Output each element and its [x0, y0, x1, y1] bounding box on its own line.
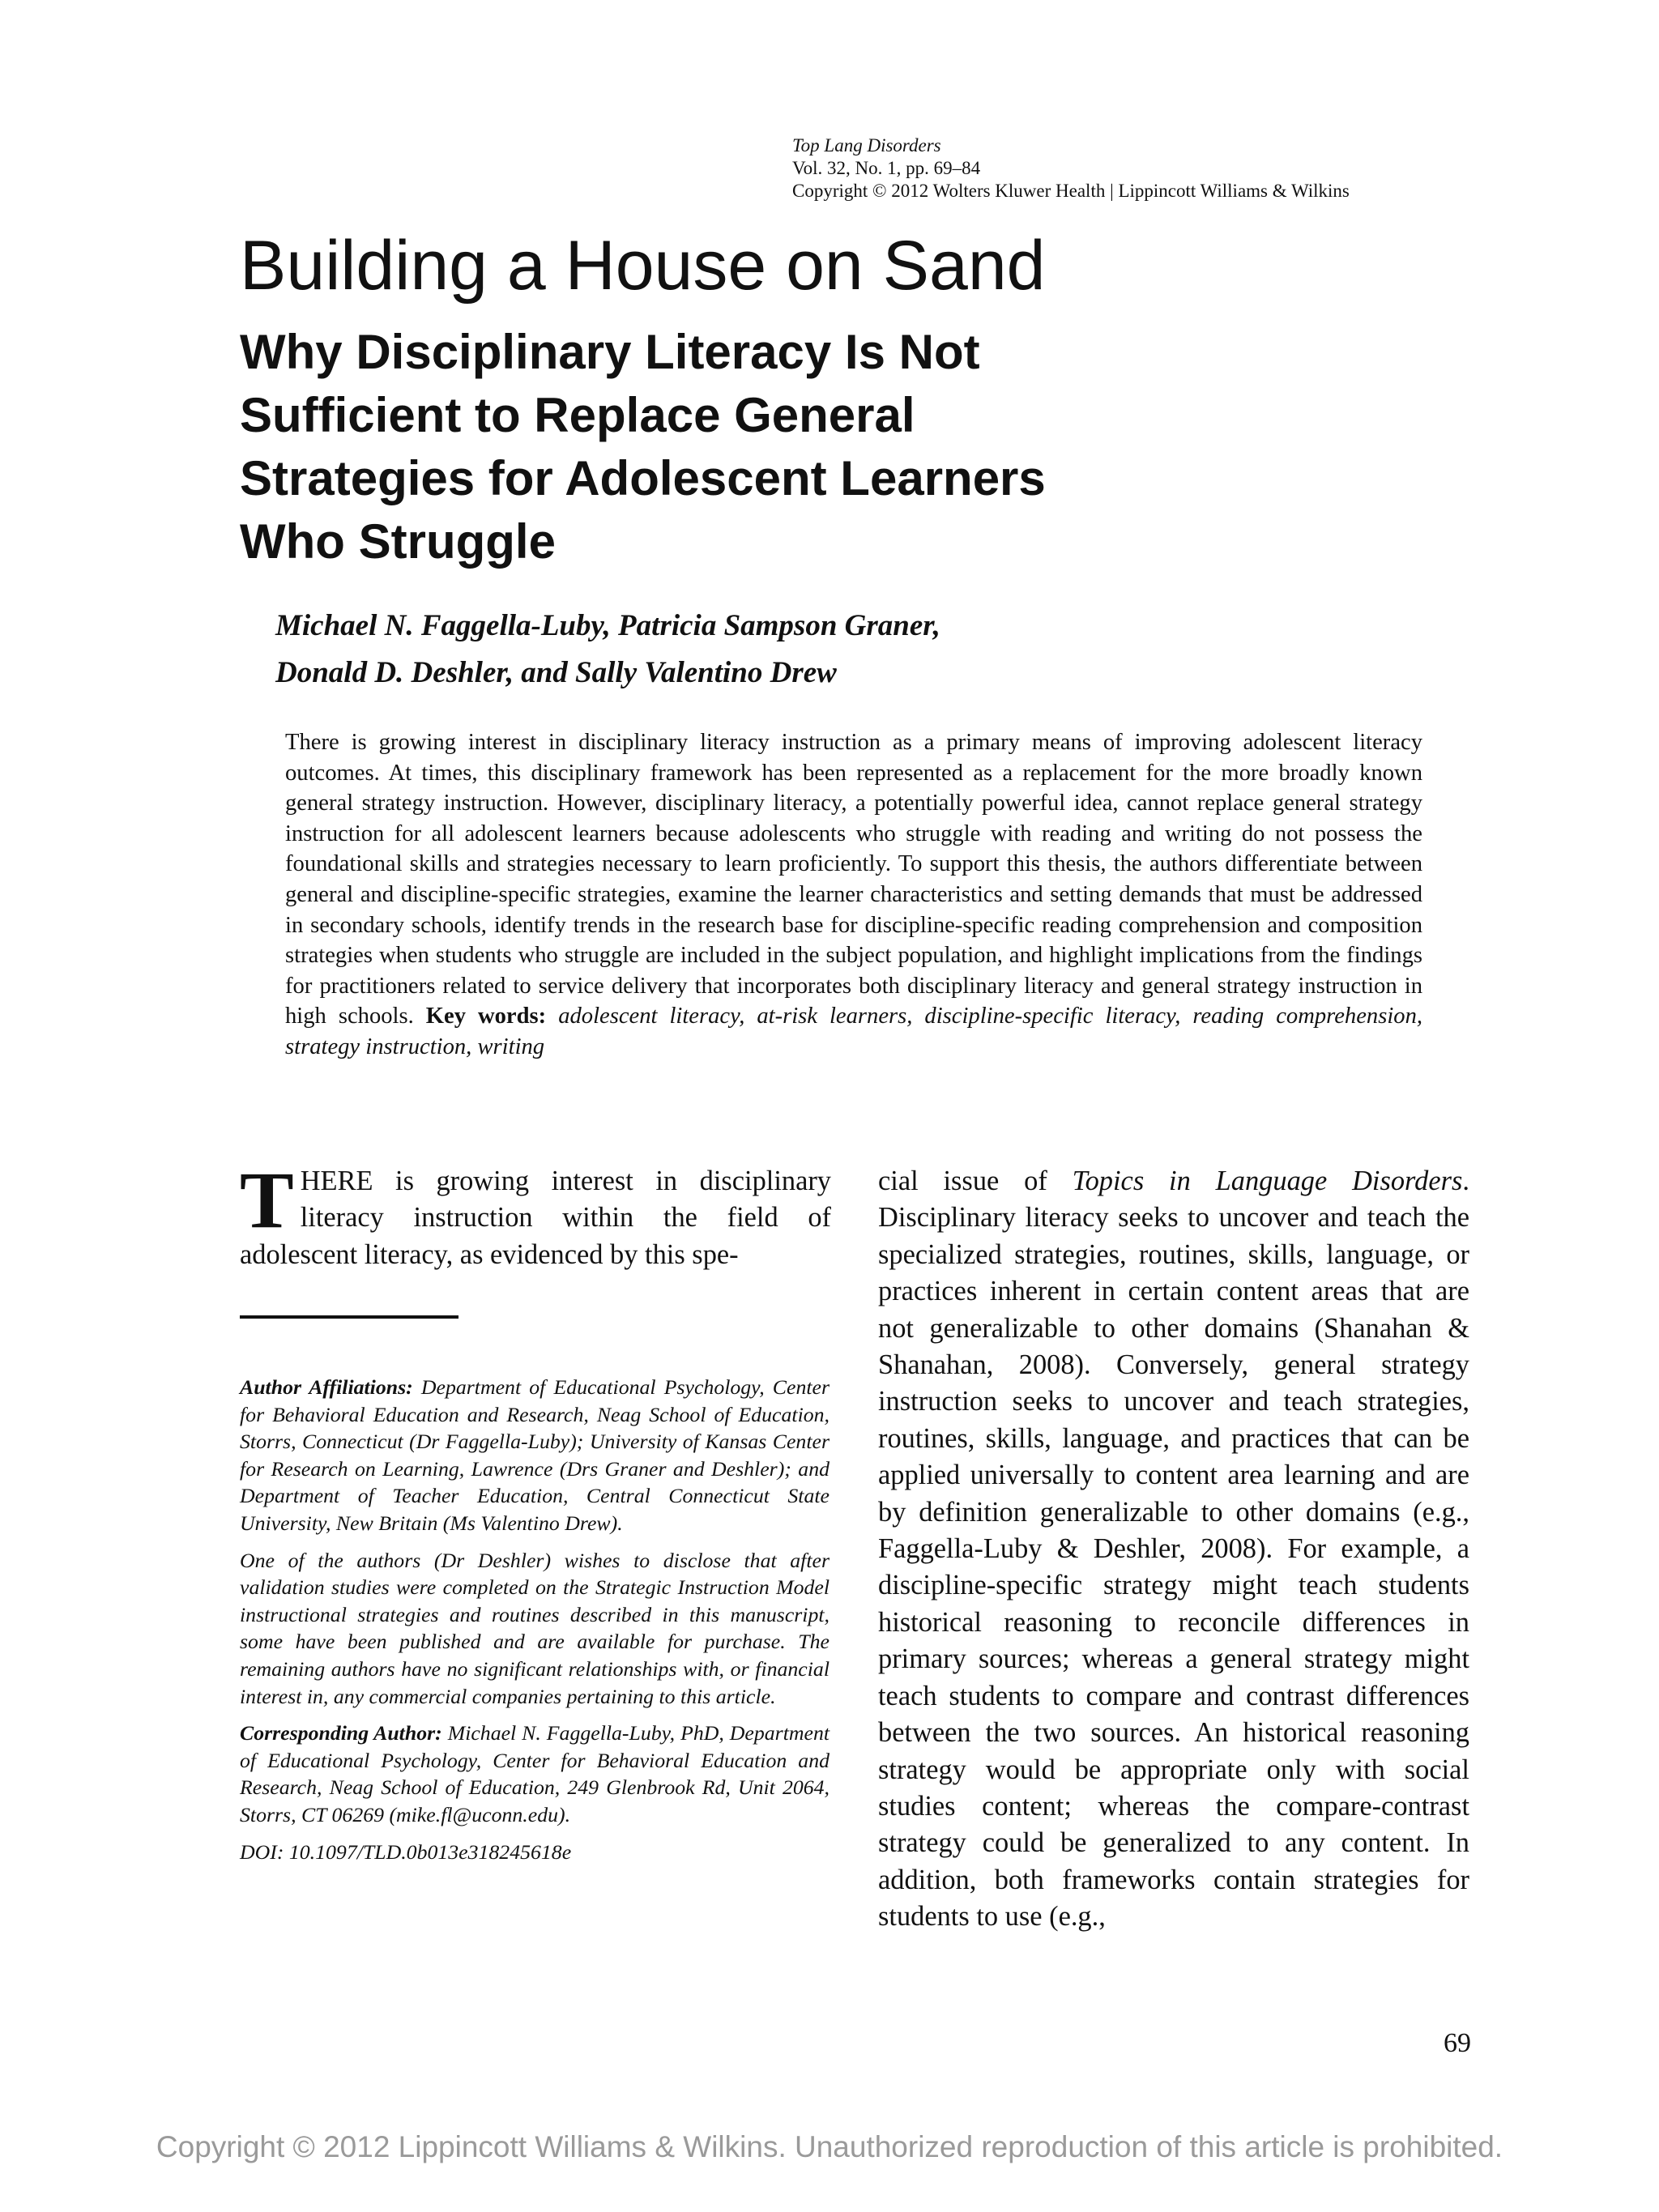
article-subtitle [240, 321, 1212, 573]
body-column-left [240, 1155, 831, 1273]
corresponding-text: Michael N. Faggella-Luby, PhD, Department of Educational Psychology, Center for Behavioral Education and Research, Neag School of Education, 249 Glenbrook Rd, Unit 2064, Storrs, CT 06269 (mike.fl@uconn.edu). [240, 1721, 830, 1826]
author-list [275, 603, 1572, 697]
journal-volume: Vol. 32, No. 1, pp. 69–84 [792, 158, 981, 178]
journal-name: Top Lang Disorders [792, 135, 941, 156]
abstract [285, 727, 1422, 1063]
doi: DOI: 10.1097/TLD.0b013e318245618e [240, 1839, 572, 1864]
corresponding-label: Corresponding Author: [240, 1721, 442, 1745]
body-paragraph [878, 1163, 1469, 1936]
copyright-footer: Copyright © 2012 Lippincott Williams & Wilkins. Unauthorized reproduction of this article is prohibited. [156, 2130, 1503, 2163]
body-paragraph [240, 1155, 831, 1273]
keywords: adolescent literacy, at-risk learners, discipline-specific literacy, reading comprehension, strategy instruction, writing [285, 1004, 1423, 1059]
footnote-disclosure: One of the authors (Dr Deshler) wishes to disclose that after validation studies were completed on the Strategic Instruction Model instructional strategies and routines described in this manuscript, some have been published and are available for purchase. The remaining authors have no significant relationships with, or financial interest in, any commercial companies pertaining to this article. [240, 1548, 830, 1708]
affiliations-text: Department of Educational Psychology, Center for Behavioral Education and Research, Neag School of Education, Storrs, Connecticut (Dr Faggella-Luby); University of Kansas Center for Research on Learning, Lawrence (Drs Graner and Deshler); and Department of Teacher Education, Central Connecticut State University, New Britain (Ms Valentino Drew). [240, 1375, 830, 1535]
drop-cap: T [240, 1155, 294, 1245]
subtitle-line: Who Struggle [240, 514, 556, 569]
affiliations-label: Author Affiliations: [240, 1375, 413, 1399]
footnote-affiliations [240, 1374, 830, 1537]
footnote-corresponding [240, 1720, 830, 1828]
article-title: Building a House on Sand [240, 227, 1046, 305]
subtitle-line: Why Disciplinary Literacy Is Not [240, 325, 980, 379]
journal-header [792, 134, 1570, 202]
author-line: Donald D. Deshler, and Sally Valentino Drew [275, 656, 837, 689]
body-text-right-rest: . Disciplinary literacy seeks to uncover and teach the specialized strategies, routines, skills, language, or practices inherent in certain content areas that are not generalizable to other domains (Shanahan & Shanahan, 2008). Conversely, general strategy instruction seeks to uncover and teach strategies, routines, skills, language, and practices that can be applied universally to content area learning and are by definition generalizable to other domains (e.g., Faggella-Luby & Deshler, 2008). For example, a discipline-specific strategy might teach students historical reasoning to reconcile differences in primary sources; whereas a general strategy might teach students to compare and contrast differences between the two sources. An historical reasoning strategy would be appropriate only with social studies content; whereas the compare-contrast strategy could be generalized to any content. In addition, both frameworks contain strategies for students to use (e.g., [878, 1166, 1469, 1933]
abstract-text: There is growing interest in disciplinary literacy instruction as a primary means of improving adolescent literacy outcomes. At times, this disciplinary framework has been represented as a replacement for the more broadly known general strategy instruction. However, disciplinary literacy, a potentially powerful idea, cannot replace general strategy instruction for all adolescent learners because adolescents who struggle with reading and writing do not possess the foundational skills and strategies necessary to learn proficiently. To support this thesis, the authors differentiate between general and discipline-specific strategies, examine the learner characteristics and setting demands that must be addressed in secondary schools, identify trends in the research base for discipline-specific reading comprehension and composition strategies when students who struggle are included in the subject population, and highlight implications from the findings for practitioners related to service delivery that incorporates both disciplinary literacy and general strategy instruction in high schools. [285, 730, 1422, 1029]
body-text-right-start: cial issue of [878, 1166, 1073, 1196]
subtitle-line: Strategies for Adolescent Learners [240, 451, 1046, 505]
journal-title-italic: Topics in Language Disorders [1072, 1166, 1463, 1196]
body-text-left: HERE is growing interest in disciplinary literacy instruction within the field of adolescent literacy, as evidenced by this spe- [240, 1166, 831, 1270]
body-column-right [878, 1163, 1469, 1936]
journal-copyright: Copyright © 2012 Wolters Kluwer Health | Lippincott Williams & Wilkins [792, 181, 1350, 201]
footnotes [240, 1374, 830, 1875]
keywords-label: Key words: [425, 1004, 547, 1029]
subtitle-line: Sufficient to Replace General [240, 388, 915, 442]
page-number: 69 [1444, 2028, 1471, 2058]
footnote-divider [240, 1315, 458, 1319]
author-line: Michael N. Faggella-Luby, Patricia Sampson Graner, [275, 609, 940, 642]
